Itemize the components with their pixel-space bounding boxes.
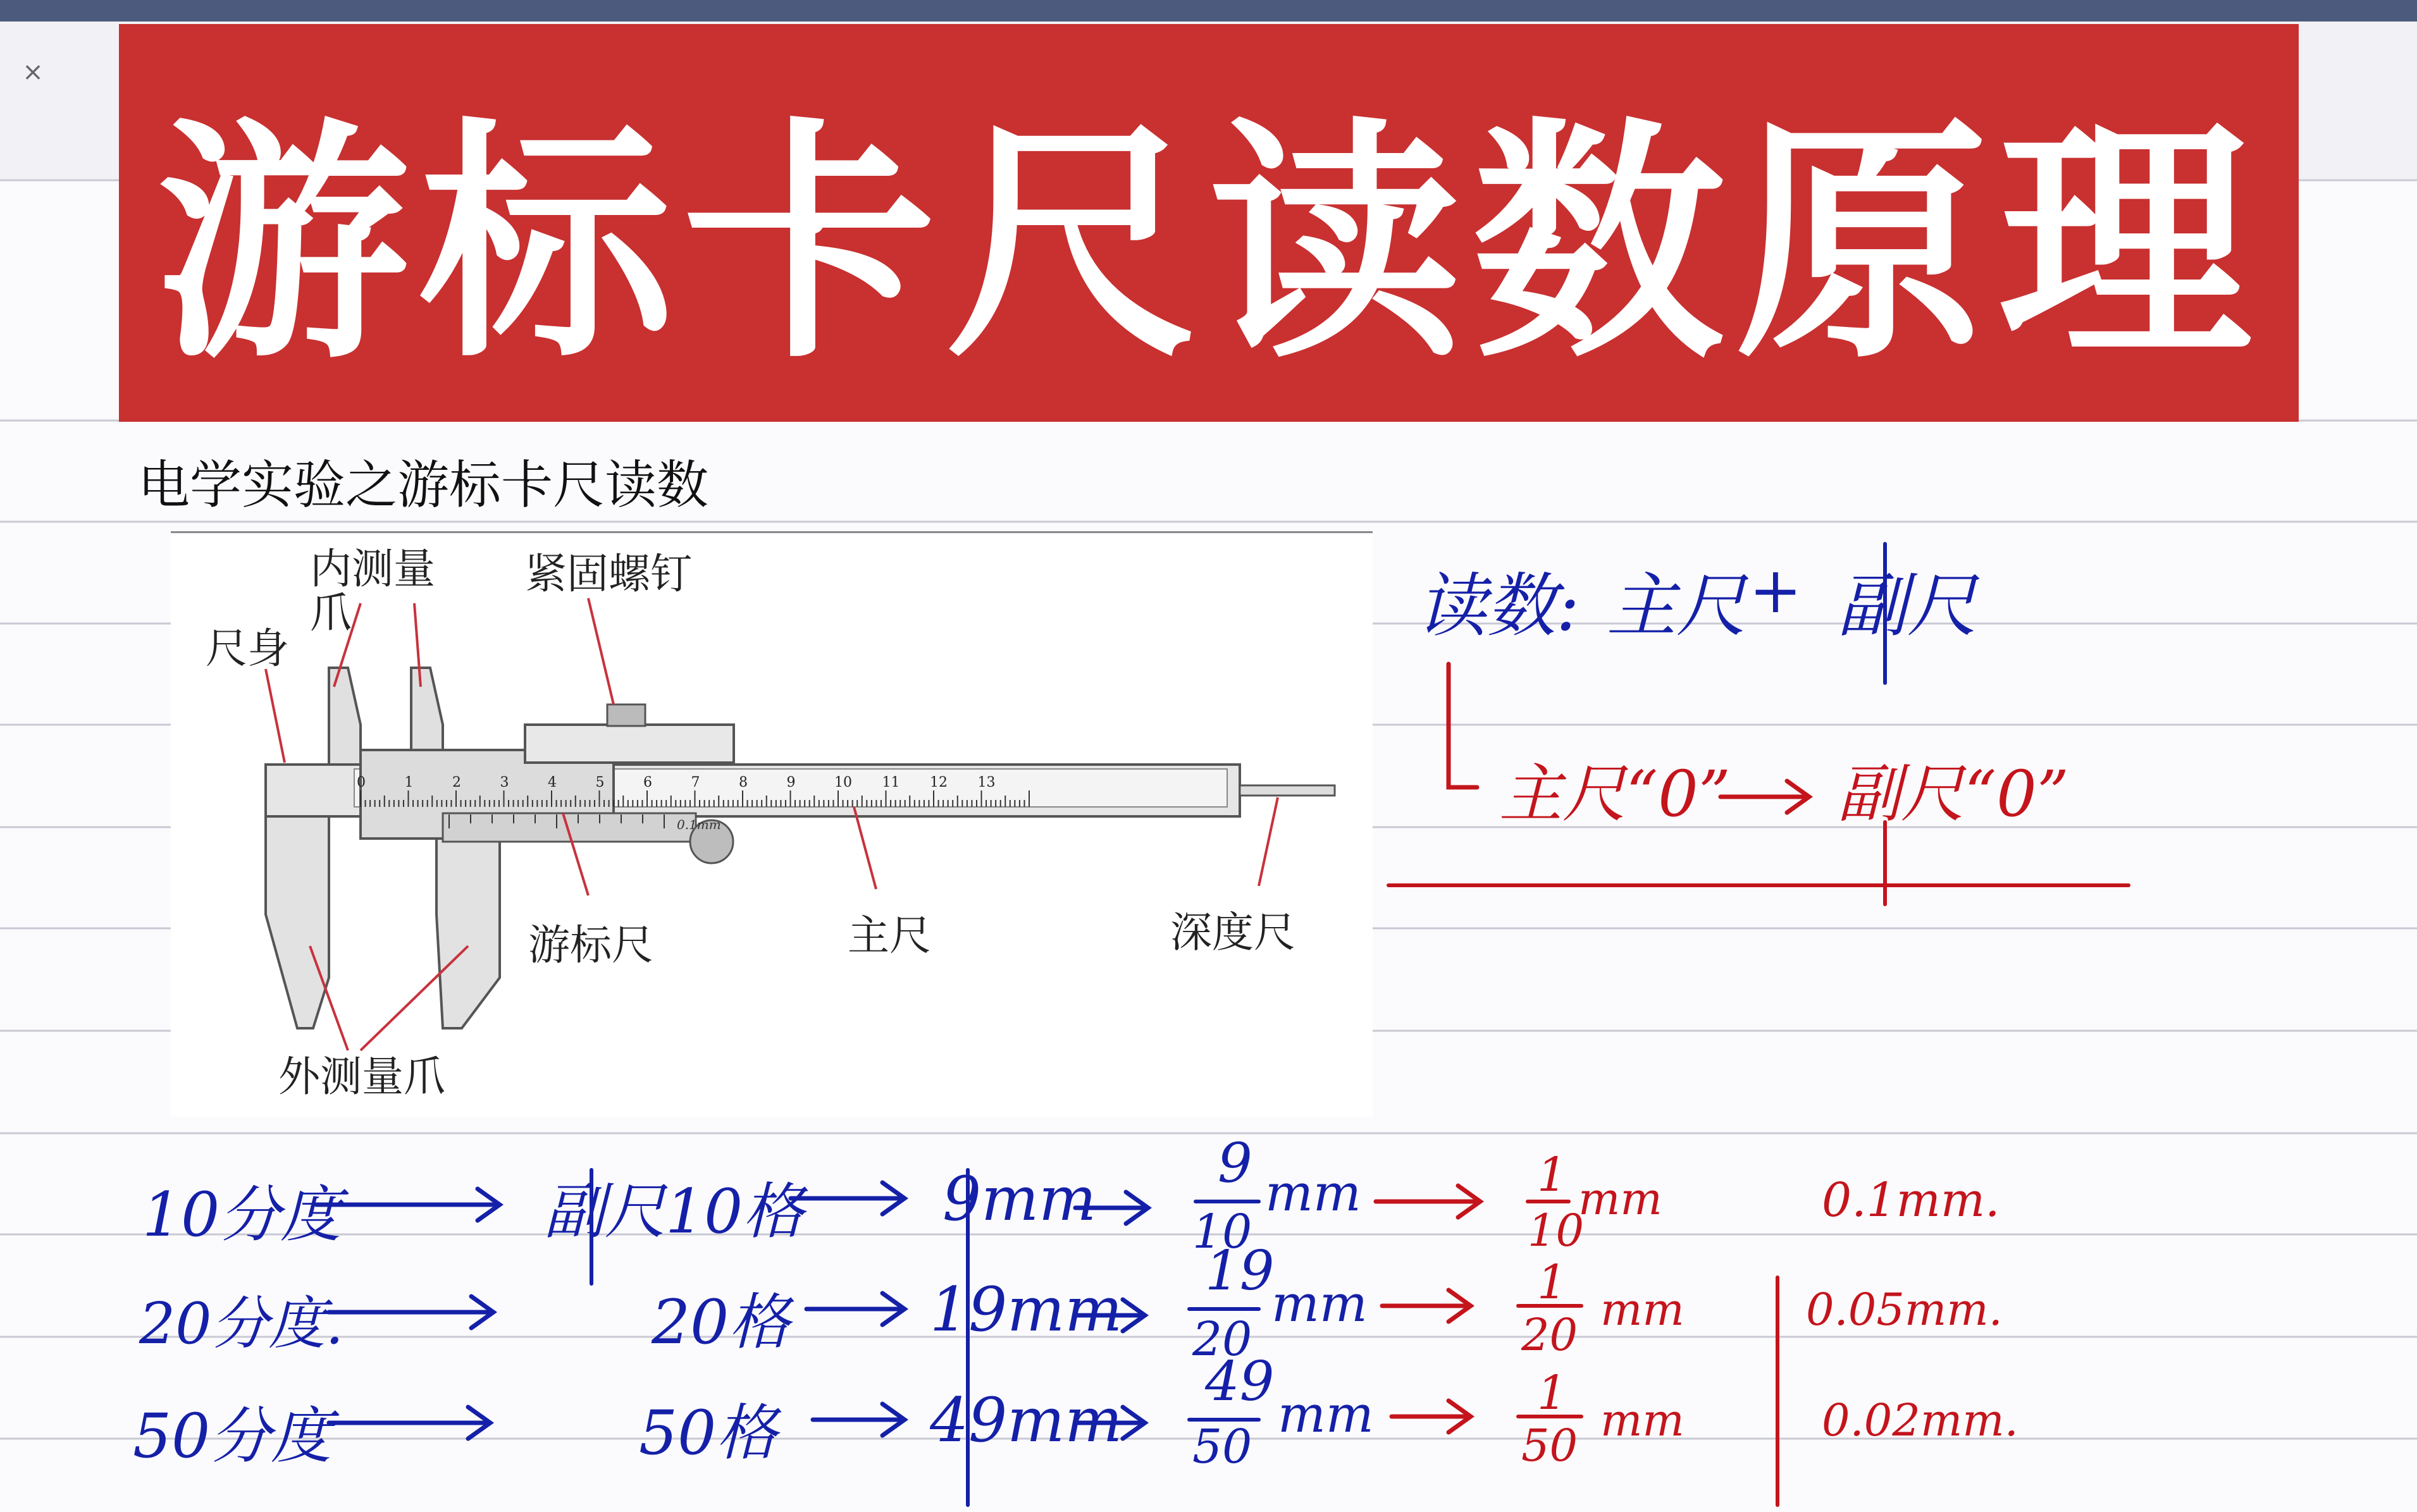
scale-number: 3 [500, 775, 509, 790]
arrow-row3-b [813, 1404, 905, 1435]
scale-number: 1 [404, 775, 414, 790]
row3-unit-red: mm [1600, 1394, 1684, 1446]
close-icon[interactable]: × [22, 58, 44, 87]
note-main: 主尺 [1607, 565, 1746, 646]
row3-diff-num: 1 [1537, 1366, 1567, 1420]
label-inner-jaw: 内测量 [310, 544, 435, 593]
row3-grade: 50分度 [133, 1401, 332, 1472]
arrow-row2-b [807, 1293, 905, 1325]
scale-number: 2 [452, 775, 461, 790]
label-clamp-screw: 紧固螺钉 [525, 550, 692, 598]
note-plus: + [1749, 553, 1802, 627]
arrow-row2-a [329, 1296, 493, 1328]
row1-unit-red: mm [1578, 1173, 1662, 1225]
note-zero-vernier: 副尺“0” [1838, 757, 2069, 831]
row2-precision: 0.05mm. [1806, 1284, 2003, 1336]
row3-unit: mm [1278, 1385, 1374, 1444]
row2-diff-den: 20 [1521, 1309, 1578, 1361]
row1-frac-den: 10 [1192, 1205, 1252, 1259]
row1-divisions: 副尺10格 [544, 1176, 804, 1247]
note-vernier: 副尺 [1838, 565, 1977, 646]
arrow-row1-b [791, 1183, 905, 1214]
scale-number: 7 [691, 775, 700, 790]
row2-unit: mm [1271, 1274, 1368, 1333]
arrow-row3-a [329, 1407, 490, 1439]
scale-number: 0 [357, 775, 366, 790]
row2-span: 19mm [930, 1274, 1123, 1345]
row2-diff-num: 1 [1537, 1255, 1567, 1310]
row1-precision: 0.1mm. [1822, 1173, 2000, 1227]
label-outer-jaw: 外测量爪 [278, 1052, 445, 1101]
scale-number: 10 [834, 775, 852, 790]
page-title: 游标卡尺读数原理 [156, 97, 2261, 392]
scale-number: 4 [548, 775, 557, 790]
red-bracket [1449, 664, 1477, 787]
scale-number: 5 [595, 775, 605, 790]
row3-frac-num: 49 [1205, 1350, 1275, 1413]
label-vernier-scale: 游标尺 [528, 921, 653, 969]
row3-divisions: 50格 [639, 1398, 777, 1468]
scale-number: 13 [977, 775, 996, 790]
row2-frac-num: 19 [1205, 1239, 1275, 1303]
row2-grade: 20分度. [139, 1291, 344, 1357]
row2-divisions: 20格 [652, 1287, 790, 1358]
row1-span: 9mm [943, 1164, 1097, 1234]
label-ruler-body: 尺身 [206, 624, 289, 673]
arrow-row1-d [1376, 1186, 1480, 1217]
note-zero-main: 主尺“0” [1499, 757, 1731, 831]
arrow-row1-a [316, 1189, 500, 1220]
label-depth-rod: 深度尺 [1170, 908, 1295, 957]
row3-precision: 0.02mm. [1822, 1394, 2018, 1446]
row1-frac-num: 9 [1218, 1132, 1252, 1195]
section-subtitle: 电学实验之游标卡尺读数 [138, 455, 709, 515]
arrow-row2-d [1382, 1290, 1471, 1322]
scale-number: 8 [739, 775, 748, 790]
row1-diff-num: 1 [1537, 1148, 1567, 1202]
row3-diff-den: 50 [1521, 1420, 1578, 1472]
row2-frac-den: 20 [1192, 1312, 1252, 1367]
row3-frac-den: 50 [1192, 1420, 1252, 1474]
scale-number: 6 [643, 775, 652, 790]
arrow-row3-d [1392, 1401, 1471, 1432]
row1-grade: 10分度 [142, 1179, 342, 1250]
scale-number: 9 [786, 775, 796, 790]
vernier-mark: 0.1mm [677, 817, 721, 832]
scale-number: 11 [882, 775, 900, 790]
note-reading-label: 读数: [1417, 565, 1580, 646]
row1-diff-den: 10 [1528, 1205, 1585, 1257]
label-inner-jaw-2: 爪 [310, 589, 352, 637]
row2-unit-red: mm [1600, 1284, 1684, 1336]
row1-unit: mm [1265, 1164, 1361, 1222]
row3-span: 49mm [930, 1385, 1123, 1456]
red-arrow-zero [1721, 781, 1809, 813]
scale-number: 12 [930, 775, 948, 790]
label-main-scale: 主尺 [848, 911, 931, 960]
